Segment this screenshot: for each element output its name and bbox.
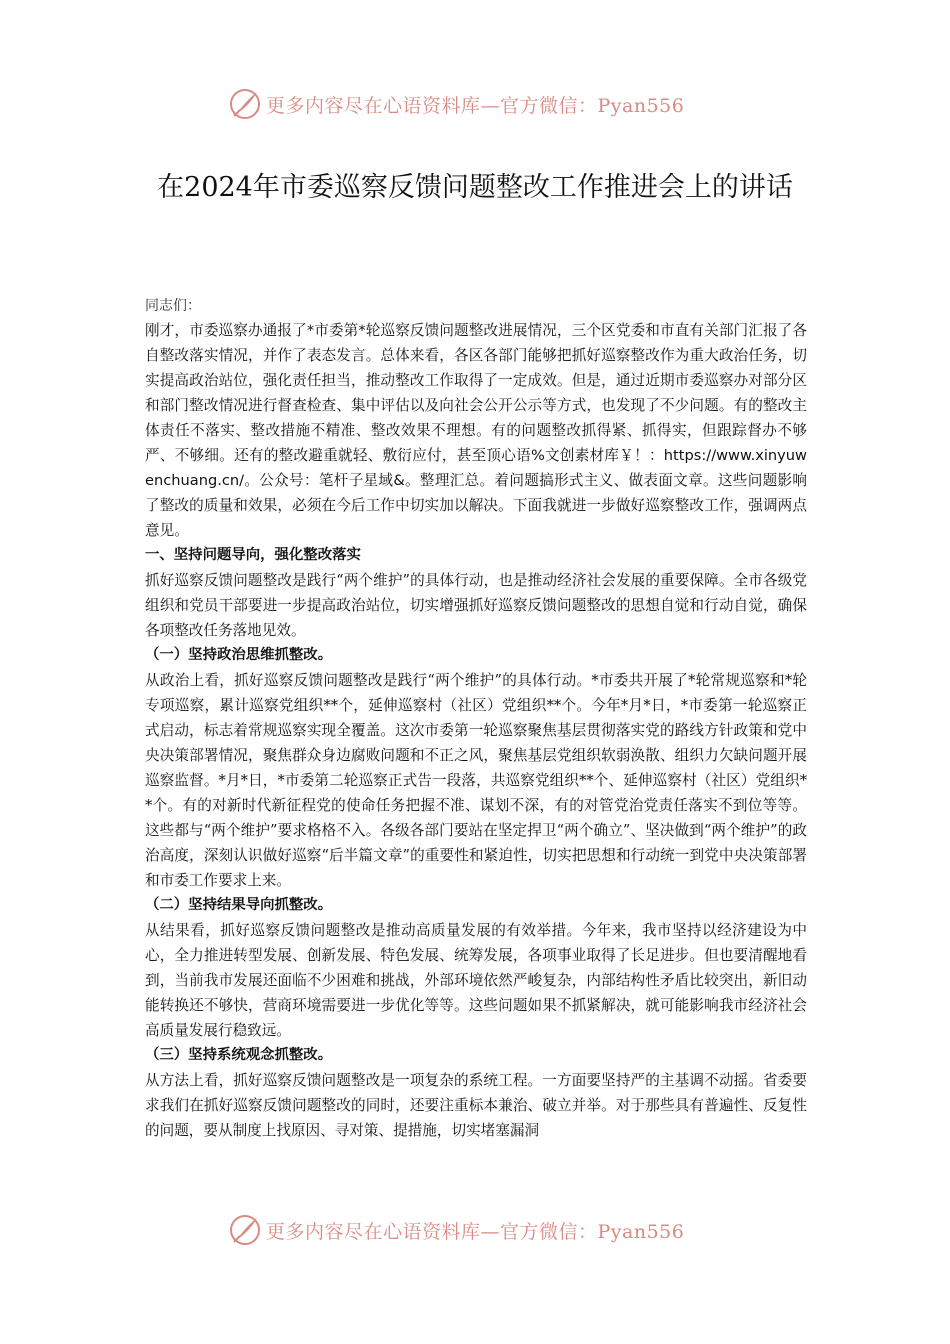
subsection-heading-1: （一）坚持政治思维抓整改。: [145, 647, 333, 663]
feather-pen-icon: [228, 1213, 262, 1247]
document-title: 在2024年市委巡察反馈问题整改工作推进会上的讲话: [157, 172, 793, 204]
watermark-banner-top: [228, 84, 748, 124]
subsection-1-paragraph: 从政治上看，抓好巡察反馈问题整改是践行“两个维护”的具体行动。*市委共开展了*轮常规巡察和*轮专项巡察，累计巡察党组织**个，延伸巡察村（社区）党组织**个。今年*月*日，*市委第一轮巡察正式启动，标志着常规巡察实现全覆盖。这次市委第一轮巡察聚焦基层贯彻落实党的路线方针政策和党中央决策部署情况，聚焦群众身边腐败问题和不正之风，聚焦基层党组织软弱涣散、组织力欠缺问题开展巡察监督。*月*日，*市委第二轮巡察正式告一段落，共巡察党组织**个、延伸巡察村（社区）党组织**个。有的对新时代新征程党的使命任务把握不准、谋划不深，有的对管党治党责任落实不到位等等。这些都与“两个维护”要求格格不入。各级各部门要站在坚定捍卫“两个确立”、坚决做到“两个维护”的政治高度，深刻认识做好巡察“后半篇文章”的重要性和紧迫性，切实把思想和行动统一到党中央决策部署和市委工作要求上来。: [145, 672, 807, 889]
watermark-text: 更多内容尽在心语资料库—官方微信：Pyan556: [266, 94, 685, 117]
section-heading-1: 一、坚持问题导向，强化整改落实: [145, 547, 361, 563]
greeting: 同志们：: [145, 298, 201, 314]
feather-pen-icon: [228, 87, 262, 121]
watermark-banner-bottom: [228, 1210, 748, 1250]
watermark-text: 更多内容尽在心语资料库—官方微信：Pyan556: [266, 1220, 685, 1243]
section-1-paragraph: 抓好巡察反馈问题整改是践行“两个维护”的具体行动，也是推动经济社会发展的重要保障。全市各级党组织和党员干部要进一步提高政治站位，切实增强抓好巡察反馈问题整改的思想自觉和行动自觉，确保各项整改任务落地见效。: [145, 572, 807, 639]
subsection-heading-3: （三）坚持系统观念抓整改。: [145, 1047, 333, 1063]
intro-paragraph: 刚才，市委巡察办通报了*市委第*轮巡察反馈问题整改进展情况，三个区党委和市直有关部门汇报了各自整改落实情况，并作了表态发言。总体来看，各区各部门能够把抓好巡察整改作为重大政治任务，切实提高政治站位，强化责任担当，推动整改工作取得了一定成效。但是，通过近期市委巡察办对部分区和部门整改情况进行督查检查、集中评估以及向社会公开公示等方式，也发现了不少问题。有的整改主体责任不落实、整改措施不精准、整改效果不理想。有的问题整改抓得紧、抓得实，但跟踪督办不够严、不够细。还有的整改避重就轻、敷衍应付，甚至顶心语%文创素材库￥！：https://www.xinyuwenchuang.cn/。公众号：笔杆子星域&。整理汇总。着问题搞形式主义、做表面文章。这些问题影响了整改的质量和效果，必须在今后工作中切实加以解决。下面我就进一步做好巡察整改工作，强调两点意见。: [145, 322, 807, 539]
subsection-heading-2: （二）坚持结果导向抓整改。: [145, 897, 333, 913]
subsection-3-paragraph: 从方法上看，抓好巡察反馈问题整改是一项复杂的系统工程。一方面要坚持严的主基调不动摇。省委要求我们在抓好巡察反馈问题整改的同时，还要注重标本兼治、破立并举。对于那些具有普遍性、反复性的问题，要从制度上找原因、寻对策、提措施，切实堵塞漏洞: [145, 1072, 807, 1139]
document-body: [145, 294, 807, 1143]
subsection-2-paragraph: 从结果看，抓好巡察反馈问题整改是推动高质量发展的有效举措。今年来，我市坚持以经济建设为中心，全力推进转型发展、创新发展、特色发展、统筹发展，各项事业取得了长足进步。但也要清醒地看到，当前我市发展还面临不少困难和挑战，外部环境依然严峻复杂，内部结构性矛盾比较突出，新旧动能转换还不够快，营商环境需要进一步优化等等。这些问题如果不抓紧解决，就可能影响我市经济社会高质量发展行稳致远。: [145, 922, 807, 1039]
